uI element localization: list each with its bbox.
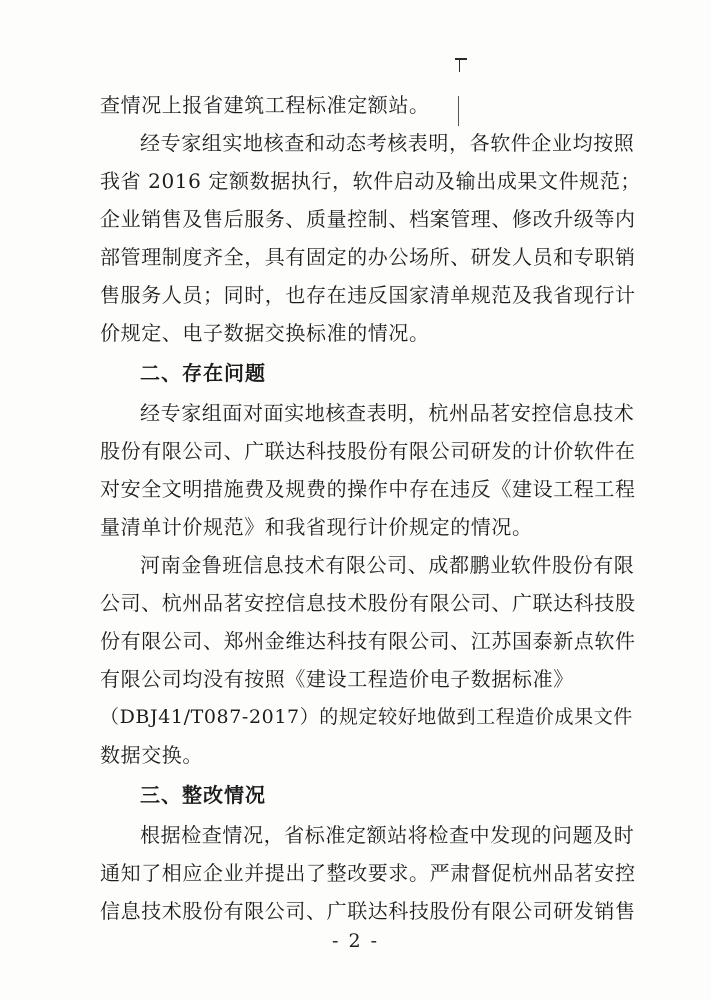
section-heading: 二、存在问题 (140, 361, 266, 385)
scan-artifact-mark (458, 96, 459, 126)
paragraph-line: （DBJ41/T087-2017）的规定较好地做到工程造价成果文件 (100, 706, 633, 728)
paragraph-line: 根据检查情况，省标准定额站将检查中发现的问题及时 (140, 823, 635, 847)
paragraph-line: 售服务人员；同时，也存在违反国家清单规范及我省现行计 (100, 283, 636, 307)
paragraph-line: 公司、杭州品茗安控信息技术股份有限公司、广联达科技股 (100, 591, 636, 615)
paragraph-line: 河南金鲁班信息技术有限公司、成都鹏业软件股份有限 (140, 553, 635, 577)
paragraph-line: 价规定、电子数据交换标准的情况。 (100, 321, 430, 345)
paragraph-line: 我省 2016 定额数据执行，软件启动及输出成果文件规范； (100, 169, 642, 193)
paragraph-line: 信息技术股份有限公司、广联达科技股份有限公司研发销售 (100, 899, 636, 923)
paragraph-line: 对安全文明措施费及规费的操作中存在违反《建设工程工程 (100, 477, 636, 501)
paragraph-line: 通知了相应企业并提出了整改要求。严肃督促杭州品茗安控 (100, 861, 636, 885)
paragraph-line: 经专家组实地核查和动态考核表明，各软件企业均按照 (140, 131, 635, 155)
paragraph-line: 企业销售及售后服务、质量控制、档案管理、修改升级等内 (100, 207, 636, 231)
paragraph-line: 份有限公司、郑州金维达科技有限公司、江苏国泰新点软件 (100, 629, 636, 653)
scan-artifact-mark (455, 58, 467, 60)
paragraph-line: 量清单计价规范》和我省现行计价规定的情况。 (100, 515, 533, 539)
page-number: - 2 - (331, 930, 379, 952)
paragraph-line: 部管理制度齐全，具有固定的办公场所、研发人员和专职销 (100, 245, 636, 269)
paragraph-line: 有限公司均没有按照《建设工程造价电子数据标准》 (100, 667, 574, 691)
paragraph-line: 查情况上报省建筑工程标准定额站。 (100, 93, 430, 117)
paragraph-line: 经专家组面对面实地核查表明，杭州品茗安控信息技术 (140, 401, 635, 425)
paragraph-line: 数据交换。 (100, 743, 203, 767)
paragraph-line: 股份有限公司、广联达科技股份有限公司研发的计价软件在 (100, 439, 636, 463)
scan-artifact-mark (459, 60, 460, 72)
section-heading: 三、整改情况 (140, 783, 266, 807)
